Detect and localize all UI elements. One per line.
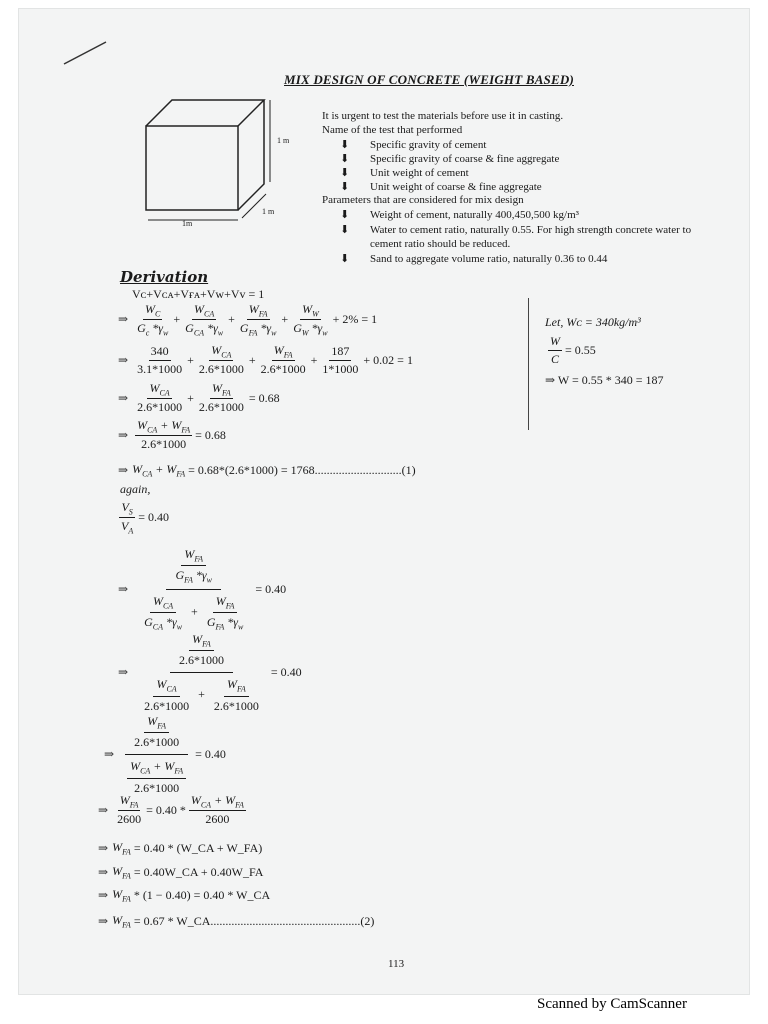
down-arrow-icon: ⬇ <box>340 153 350 165</box>
down-arrow-icon: ⬇ <box>340 253 350 265</box>
test-item: ⬇ Unit weight of cement <box>340 167 469 179</box>
equation-12: ⇒ $W_{FA}$ = 0.40 * (W_CA + W_FA) <box>98 840 263 857</box>
page-title: MIX DESIGN OF CONCRETE (WEIGHT BASED) <box>284 72 574 87</box>
equation-10: ⇒ $\frac{\frac{W_{FA}}{2.6*1000}}{\frac{W_{CA} + W_{FA}}{2.6*1000}}$ = 0.40 <box>104 710 226 800</box>
equation-6: ⇒ $W_{CA} + W_{FA}$ = 0.68*(2.6*1000) = 1768.............................(1) <box>118 462 416 479</box>
cube-width-label: 1m <box>182 219 193 228</box>
down-arrow-icon: ⬇ <box>340 224 350 236</box>
equation-3: ⇒ $\frac{340}{3.1*1000}$ + $\frac{W_{CA}}{2.6*1000}$ + $\frac{W_{FA}}{2.6*1000}$ + $\frac{187}{1*1000}$ + 0.02 = 1 <box>118 343 413 377</box>
equation-8: ⇒ $\frac{W_{FA}}{G_{FA} *\gamma_w}$ $\frac{W_{CA}}{G_{CA} *\gamma_w}$ + $\frac{W_{FA}}{G_{FA} *\gamma_w}$ = 0.40 <box>118 543 286 636</box>
equation-14: ⇒ $W_{FA}$ * (1 − 0.40) = 0.40 * W_CA <box>98 887 271 904</box>
params-heading: Parameters that are considered for mix design <box>322 194 524 206</box>
equation-7: $\frac{V_S}{V_A}$ = 0.40 <box>121 500 170 536</box>
param-item: ⬇ Water to cement ratio, naturally 0.55. For high strength concrete water to cement ratio should be reduced. <box>340 224 692 250</box>
page-number: 113 <box>388 958 405 970</box>
pen-mark <box>60 38 110 68</box>
water-weight-result: ⇒ W = 0.55 * 340 = 187 <box>545 373 664 387</box>
down-arrow-icon: ⬇ <box>340 181 350 193</box>
equation-2: ⇒ $\frac{W_C}{G_c *\gamma_w}$ + $\frac{W_{CA}}{G_{CA} *\gamma_w}$ + $\frac{W_{FA}}{G_{FA} *\gamma_w}$ + $\frac{W_W}{G_W *\gamma_w}$ + 2% = 1 <box>118 302 378 338</box>
test-item: ⬇ Specific gravity of coarse & fine aggregate <box>340 153 560 165</box>
down-arrow-icon: ⬇ <box>340 209 350 221</box>
test-item: ⬇ Unit weight of coarse & fine aggregate <box>340 181 542 193</box>
cube-depth-label: 1 m <box>262 207 275 216</box>
test-item: ⬇ Specific gravity of cement <box>340 139 487 151</box>
equation-volume-sum: Vᴄ+Vᴄᴀ+Vғᴀ+Vᴡ+Vᴠ = 1 <box>132 287 265 301</box>
equation-4: ⇒ $\frac{W_{CA}}{2.6*1000}$ + $\frac{W_{FA}}{2.6*1000}$ = 0.68 <box>118 381 280 415</box>
intro-line-1: It is urgent to test the materials before use it in casting. <box>322 110 564 122</box>
water-cement-ratio: $\frac{W}{C}$ = 0.55 <box>550 334 596 366</box>
param-item: ⬇ Sand to aggregate volume ratio, naturally 0.36 to 0.44 <box>340 253 608 265</box>
down-arrow-icon: ⬇ <box>340 139 350 151</box>
derivation-heading: Derivation <box>120 268 209 286</box>
intro-line-2: Name of the test that performed <box>322 124 463 136</box>
equation-11: ⇒ $\frac{W_{FA}}{2600}$ = 0.40 * $\frac{W_{CA} + W_{FA}}{2600}$ <box>98 793 244 827</box>
again-label: again, <box>120 482 151 496</box>
equation-5: ⇒ $\frac{W_{CA} + W_{FA}}{2.6*1000}$ = 0.68 <box>118 418 226 452</box>
scanner-watermark: Scanned by CamScanner <box>537 996 687 1012</box>
down-arrow-icon: ⬇ <box>340 167 350 179</box>
divider-line <box>528 298 529 430</box>
let-statement: Let, Wᴄ = 340kg/m³ <box>545 315 641 329</box>
param-item: ⬇ Weight of cement, naturally 400,450,500 kg/m³ <box>340 209 579 221</box>
equation-9: ⇒ $\frac{W_{FA}}{2.6*1000}$ $\frac{W_{CA}}{2.6*1000}$ + $\frac{W_{FA}}{2.6*1000}$ = 0.40 <box>118 628 302 718</box>
cube-height-label: 1 m <box>277 136 290 145</box>
equation-15: ⇒ $W_{FA}$ = 0.67 * W_CA..................................................(2) <box>98 913 375 930</box>
equation-13: ⇒ $W_{FA}$ = 0.40W_CA + 0.40W_FA <box>98 864 264 881</box>
